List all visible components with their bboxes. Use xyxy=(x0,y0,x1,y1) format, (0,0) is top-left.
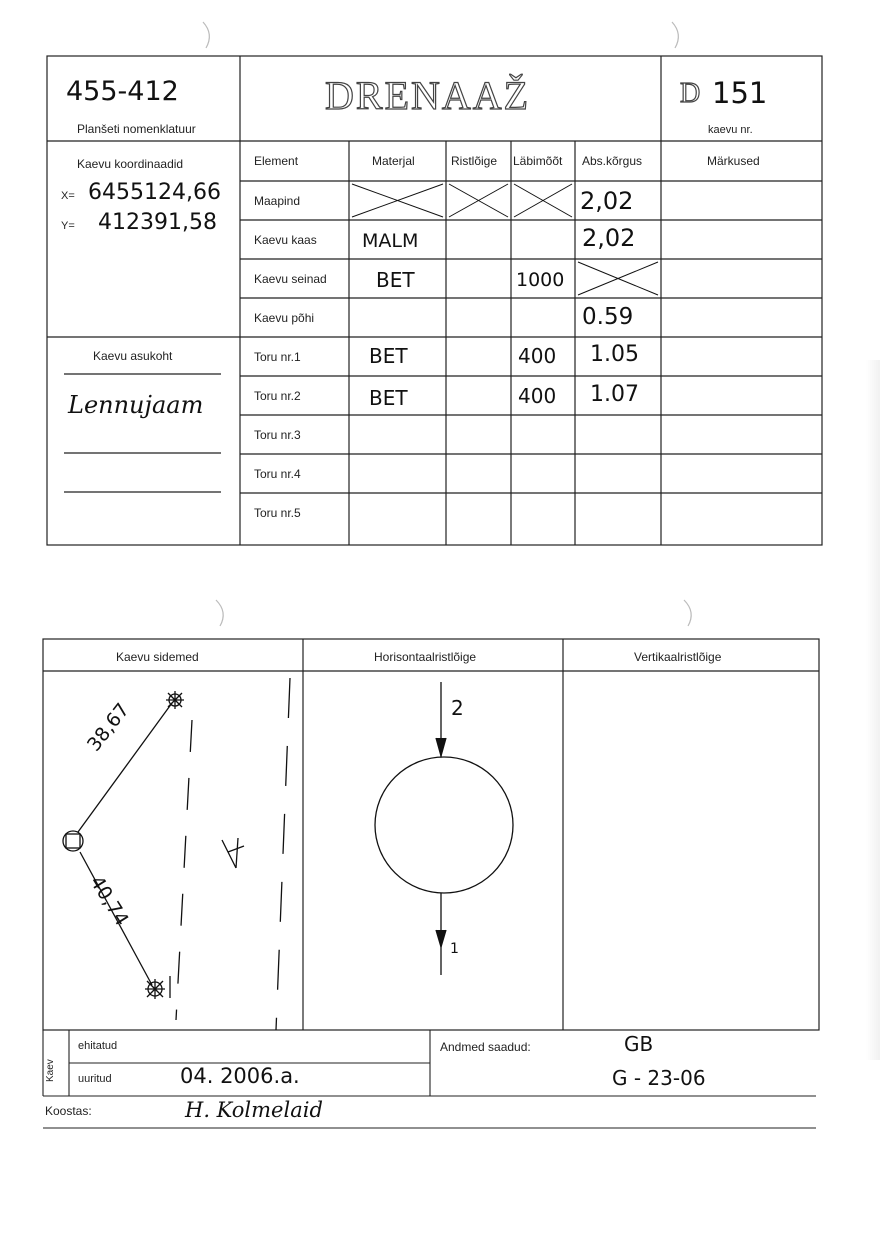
cell-height: 1.05 xyxy=(590,342,639,367)
x-prefix: X= xyxy=(61,190,75,202)
cell-material: BET xyxy=(369,344,408,368)
footer-side-label: Kaev xyxy=(45,1059,56,1082)
col-header-material: Materjal xyxy=(372,154,415,168)
well-label: kaevu nr. xyxy=(708,124,753,136)
table-row: Toru nr.5 xyxy=(254,506,301,520)
data-label: Andmed saadud: xyxy=(440,1040,531,1054)
table-row: Kaevu kaas xyxy=(254,233,317,247)
table-row: Toru nr.4 xyxy=(254,467,301,481)
sketch-header-vertical: Vertikaalristlõige xyxy=(634,650,722,664)
sketch-header-links: Kaevu sidemed xyxy=(116,650,199,664)
cell-diameter: 1000 xyxy=(516,269,565,291)
table-row: Kaevu seinad xyxy=(254,272,327,286)
built-label: ehitatud xyxy=(78,1040,118,1052)
page-title: DRENAAŽ xyxy=(325,73,531,118)
table-row: Toru nr.2 xyxy=(254,389,301,403)
col-header-diameter: Läbimõõt xyxy=(513,154,563,168)
surveyed-value: 04. 2006.a. xyxy=(180,1064,300,1088)
x-coordinate: 6455124,66 xyxy=(88,180,221,205)
sketch-header-horizontal: Horisontaalristlõige xyxy=(374,650,477,664)
sheet-number: 455-412 xyxy=(66,76,179,107)
table-row: Maapind xyxy=(254,194,301,208)
cell-material: BET xyxy=(369,386,408,410)
location-value: Lennujaam xyxy=(68,391,204,419)
surveyed-label: uuritud xyxy=(78,1073,112,1085)
cell-material: MALM xyxy=(362,230,419,252)
col-header-notes: Märkused xyxy=(707,154,760,168)
distance-lower: 40,74 xyxy=(85,872,133,930)
cell-height: 2,02 xyxy=(582,224,636,252)
cell-material: BET xyxy=(376,268,415,292)
data-value-1: GB xyxy=(624,1032,654,1056)
table-row: Toru nr.3 xyxy=(254,428,301,442)
data-value-2: G - 23-06 xyxy=(612,1066,706,1090)
y-coordinate: 412391,58 xyxy=(98,210,217,235)
compiled-value: H. Kolmelaid xyxy=(185,1098,323,1122)
pipe-label-in: 2 xyxy=(451,696,464,720)
compiled-label: Koostas: xyxy=(45,1104,92,1118)
col-header-cross: Ristlõige xyxy=(451,154,498,168)
pipe-label-out: 1 xyxy=(450,941,459,957)
coords-label: Kaevu koordinaadid xyxy=(77,157,184,171)
scan-edge xyxy=(866,360,880,1060)
cell-diameter: 400 xyxy=(518,384,557,408)
table-row: Kaevu põhi xyxy=(254,311,315,325)
cell-height: 2,02 xyxy=(580,187,634,215)
well-prefix: D xyxy=(680,78,703,109)
well-number: 151 xyxy=(712,76,768,110)
table-row: Toru nr.1 xyxy=(254,350,301,364)
distance-upper: 38,67 xyxy=(83,699,134,756)
cell-diameter: 400 xyxy=(518,344,557,368)
cell-height: 0.59 xyxy=(582,304,634,330)
col-header-element: Element xyxy=(254,154,299,168)
y-prefix: Y= xyxy=(61,220,75,232)
col-header-height: Abs.kõrgus xyxy=(582,154,643,168)
location-label: Kaevu asukoht xyxy=(93,349,173,363)
cell-height: 1.07 xyxy=(590,382,639,407)
sheet-label: Planšeti nomenklatuur xyxy=(77,122,196,136)
